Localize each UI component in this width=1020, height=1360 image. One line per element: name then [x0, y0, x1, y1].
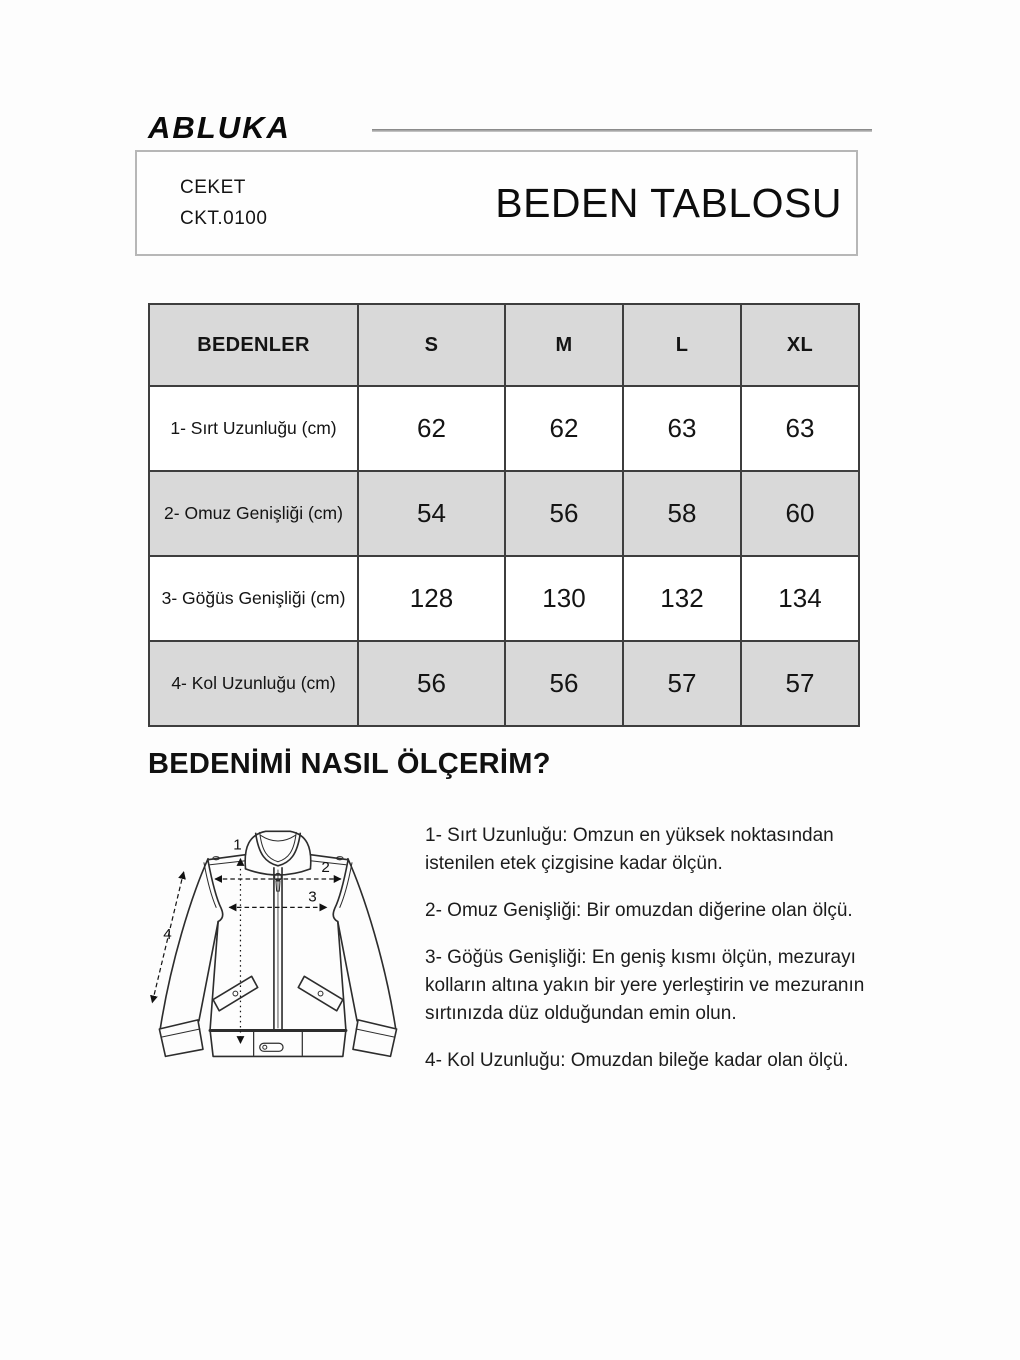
row-label: 3- Göğüs Genişliği (cm) — [149, 556, 358, 641]
size-value: 62 — [505, 386, 623, 471]
size-value: 57 — [623, 641, 741, 726]
size-value: 134 — [741, 556, 859, 641]
row-label: 2- Omuz Genişliği (cm) — [149, 471, 358, 556]
column-header-s: S — [358, 304, 505, 386]
instruction-chest-width: 3- Göğüs Genişliği: En geniş kısmı ölçün, mezurayı kolların altına yakın bir yere yerleştirin ve mezuranın sırtınızda düz olduğundan emin olun. — [425, 947, 865, 1024]
row-label: 1- Sırt Uzunluğu (cm) — [149, 386, 358, 471]
diagram-label-2: 2 — [321, 858, 330, 876]
column-header-m: M — [505, 304, 623, 386]
measurement-arrows — [152, 859, 341, 1043]
logo-divider-line — [372, 129, 872, 132]
size-value: 132 — [623, 556, 741, 641]
size-value: 60 — [741, 471, 859, 556]
jacket-measurement-diagram — [146, 806, 414, 1102]
page-title: BEDEN TABLOSU — [495, 179, 842, 226]
table-row — [149, 556, 859, 641]
size-value: 57 — [741, 641, 859, 726]
table-row — [149, 386, 859, 471]
brand-logo: ABLUKA — [148, 110, 291, 145]
size-value: 62 — [358, 386, 505, 471]
how-to-measure-heading: BEDENİMİ NASIL ÖLÇERİM? — [148, 748, 551, 780]
table-row — [149, 641, 859, 726]
column-header-xl: XL — [741, 304, 859, 386]
diagram-label-4: 4 — [163, 925, 172, 943]
table-row — [149, 471, 859, 556]
size-value: 63 — [741, 386, 859, 471]
diagram-label-1: 1 — [233, 836, 242, 854]
column-header-l: L — [623, 304, 741, 386]
diagram-label-3: 3 — [308, 888, 317, 906]
product-header-box — [135, 150, 858, 256]
size-table — [148, 303, 860, 727]
size-value: 128 — [358, 556, 505, 641]
size-value: 56 — [505, 471, 623, 556]
size-value: 56 — [505, 641, 623, 726]
size-value: 130 — [505, 556, 623, 641]
column-header-bedenler: BEDENLER — [149, 304, 358, 386]
product-name: CEKET — [180, 176, 246, 198]
jacket-line-drawing — [159, 831, 396, 1056]
row-label: 4- Kol Uzunluğu (cm) — [149, 641, 358, 726]
instruction-back-length: 1- Sırt Uzunluğu: Omzun en yüksek noktasından istenilen etek çizgisine kadar ölçün. — [425, 825, 834, 874]
instruction-shoulder-width: 2- Omuz Genişliği: Bir omuzdan diğerine olan ölçü. — [425, 900, 853, 921]
measurement-instructions — [425, 822, 903, 1094]
size-value: 54 — [358, 471, 505, 556]
size-value: 56 — [358, 641, 505, 726]
size-value: 58 — [623, 471, 741, 556]
product-info — [180, 177, 267, 230]
size-value: 63 — [623, 386, 741, 471]
table-header-row — [149, 304, 859, 386]
product-code: CKT.0100 — [180, 207, 268, 229]
instruction-sleeve-length: 4- Kol Uzunluğu: Omuzdan bileğe kadar olan ölçü. — [425, 1050, 849, 1071]
